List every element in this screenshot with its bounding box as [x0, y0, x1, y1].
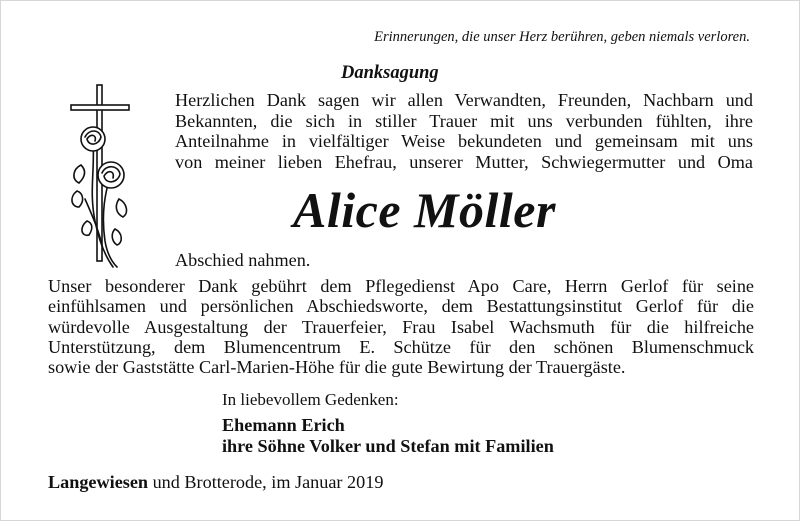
thanks-line: Unterstützung, dem Blumencentrum E. Schütze für den schönen Blumenschmuck	[48, 336, 754, 357]
motto: Erinnerungen, die unser Herz berühren, geben niemals verloren.	[374, 29, 750, 45]
farewell-text: Abschied nahmen.	[175, 250, 311, 270]
intro-line: Bekannten, die sich in stiller Trauer mit uns verbunden fühlten, ihre	[175, 110, 753, 131]
signer: ihre Söhne Volker und Stefan mit Familien	[222, 436, 554, 456]
intro-line: Herzlichen Dank sagen wir allen Verwandten, Freunden, Nachbarn und	[175, 90, 753, 110]
intro-paragraph	[175, 90, 753, 172]
thanks-line: würdevolle Ausgestaltung der Trauerfeier, Frau Isabel Wachsmuth für die hilfreiche	[48, 316, 754, 337]
signer: Ehemann Erich	[222, 415, 345, 435]
intro-line: Anteilnahme in vielfältiger Weise bekundeten und gemeinsam mit uns	[175, 131, 753, 151]
cross-with-roses-icon	[65, 81, 135, 271]
deceased-name: Alice Möller	[293, 182, 556, 238]
place-name: Langewiesen	[48, 472, 149, 492]
thanks-line: einfühlsamen und persönlichen Abschiedsworte, dem Bestattungsinstitut Gerlof für die	[48, 296, 754, 317]
heading: Danksagung	[341, 63, 439, 83]
place-date	[48, 472, 383, 493]
memory-line: In liebevollem Gedenken:	[222, 390, 399, 409]
signers	[222, 415, 554, 457]
thanks-line: sowie der Gaststätte Carl-Marien-Höhe für die gute Bewirtung der Trauergäste.	[48, 357, 626, 378]
thanks-paragraph	[48, 276, 754, 377]
intro-line: von meiner lieben Ehefrau, unserer Mutter, Schwiegermutter und Oma	[175, 151, 753, 172]
thanks-line: Unser besonderer Dank gebührt dem Pflegedienst Apo Care, Herrn Gerlof für seine	[48, 276, 754, 296]
place-date-rest: und Brotterode, im Januar 2019	[148, 472, 384, 492]
